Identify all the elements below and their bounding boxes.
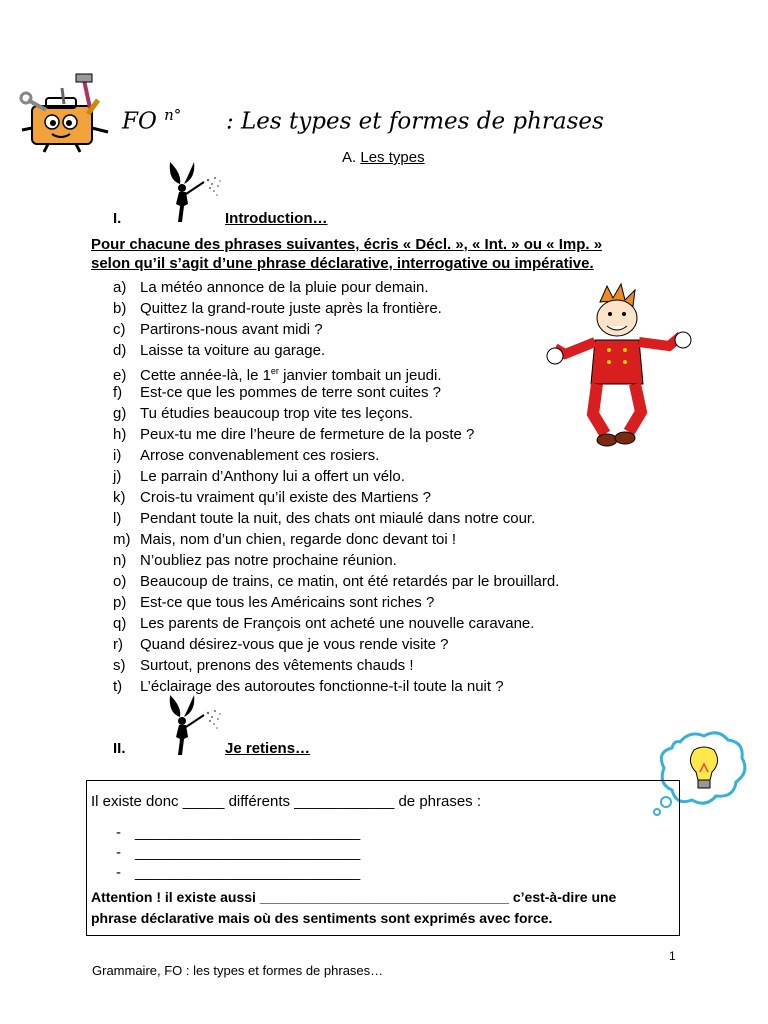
sentence-marker: j): [113, 468, 122, 485]
blank-line-2: - ___________________________: [116, 844, 361, 861]
sentence-text: Surtout, prenons des vêtements chauds !: [140, 657, 414, 674]
sentence-item: [113, 571, 559, 592]
sentence-marker: q): [113, 615, 127, 632]
sentence-text: Quittez la grand-route juste après la frontière.: [140, 300, 442, 317]
part-one-number: I.: [113, 210, 122, 227]
sentence-marker: t): [113, 678, 123, 695]
sentence-item: [113, 403, 559, 424]
sentence-item: [113, 382, 559, 403]
sentence-text: Beaucoup de trains, ce matin, ont été retardés par le brouillard.: [140, 573, 560, 590]
part-one-heading: Introduction…: [225, 210, 328, 227]
sentence-item: [113, 634, 559, 655]
sentence-marker: k): [113, 489, 126, 506]
fairy-icon: [160, 693, 230, 763]
fairy-icon: [160, 160, 230, 230]
sentence-marker: n): [113, 552, 127, 569]
sentence-text: Crois-tu vraiment qu’il existe des Martiens ?: [140, 489, 431, 506]
blank-line-1: - ___________________________: [116, 824, 361, 841]
sentence-item: [113, 592, 559, 613]
sentence-text: L’éclairage des autoroutes fonctionne-t-il toute la nuit ?: [140, 678, 504, 695]
sentence-text: Est-ce que tous les Américains sont riches ?: [140, 594, 435, 611]
sentence-text: Est-ce que les pommes de terre sont cuites ?: [140, 384, 441, 401]
spirou-character-icon: [545, 284, 695, 454]
sentence-text: Arrose convenablement ces rosiers.: [140, 447, 380, 464]
sentence-marker: g): [113, 405, 127, 422]
sentence-item: [113, 340, 559, 361]
sentence-marker: e): [113, 367, 127, 384]
sentence-text: Pendant toute la nuit, des chats ont miaulé dans notre cour.: [140, 510, 536, 527]
attention-line-1: Attention ! il existe aussi ________________________________ c’est-à-dire une: [91, 889, 617, 905]
sentence-marker: l): [113, 510, 122, 527]
sentence-text: Laisse ta voiture au garage.: [140, 342, 326, 359]
sentence-list: [113, 277, 559, 697]
sentence-item: [113, 550, 559, 571]
blank-line-3: - ___________________________: [116, 864, 361, 881]
sentence-marker: b): [113, 300, 127, 317]
sentence-marker: r): [113, 636, 123, 653]
sentence-text: Tu étudies beaucoup trop vite tes leçons.: [140, 405, 413, 422]
sentence-text-continued: janvier tombait un jeudi.: [278, 367, 442, 384]
sentence-marker: m): [113, 531, 131, 548]
sentence-item: [113, 655, 559, 676]
sentence-text: Le parrain d’Anthony lui a offert un vélo.: [140, 468, 405, 485]
sentence-marker: c): [113, 321, 126, 338]
sentence-item: [113, 298, 559, 319]
sentence-text: Cette année-là, le 1: [140, 367, 271, 384]
page-number: 1: [669, 949, 676, 963]
ordinal-superscript: er: [270, 366, 279, 376]
sentence-marker: s): [113, 657, 126, 674]
sentence-text: La météo annonce de la pluie pour demain.: [140, 279, 429, 296]
sentence-marker: p): [113, 594, 127, 611]
sentence-marker: i): [113, 447, 122, 464]
sentence-item: [113, 508, 559, 529]
part-two-heading: Je retiens…: [225, 740, 311, 757]
sentence-item: [113, 529, 559, 550]
sentence-marker: o): [113, 573, 127, 590]
sentence-marker: h): [113, 426, 127, 443]
sentence-item: [113, 613, 559, 634]
sentence-item: [113, 487, 559, 508]
sentence-text: Partirons-nous avant midi ?: [140, 321, 323, 338]
sentence-text: Quand désirez-vous que je vous rende visite ?: [140, 636, 449, 653]
sentence-text: Mais, nom d’un chien, regarde donc devant toi !: [140, 531, 457, 548]
page-title: FO $^{n^\circ}$ : Les types et formes de phrases: [122, 106, 604, 135]
attention-line-2: phrase déclarative mais où des sentiments sont exprimés avec force.: [91, 910, 553, 926]
sentence-text: Les parents de François ont acheté une nouvelle caravane.: [140, 615, 535, 632]
sentence-item: [113, 466, 559, 487]
sentence-item: [113, 319, 559, 340]
sentence-marker: d): [113, 342, 127, 359]
sentence-item: [113, 445, 559, 466]
summary-line: Il existe donc _____ différents ____________ de phrases :: [91, 793, 482, 810]
part-two-number: II.: [113, 740, 126, 757]
sentence-text: Peux-tu me dire l’heure de fermeture de la poste ?: [140, 426, 475, 443]
section-a-heading: A. Les types: [342, 149, 425, 166]
sentence-marker: a): [113, 279, 127, 296]
sentence-item: [113, 277, 559, 298]
sentence-text: N’oubliez pas notre prochaine réunion.: [140, 552, 397, 569]
sentence-item: [113, 361, 559, 382]
toolbox-mascot-icon: [18, 70, 118, 155]
summary-box: [86, 780, 680, 936]
instructions: Pour chacune des phrases suivantes, écris « Décl. », « Int. » ou « Imp. » selon qu’il s’agit d’une phrase déclarative, interrogative ou impérative.: [91, 236, 603, 272]
footer: Grammaire, FO : les types et formes de phrases…: [92, 963, 384, 978]
sentence-item: [113, 424, 559, 445]
sentence-marker: f): [113, 384, 123, 401]
